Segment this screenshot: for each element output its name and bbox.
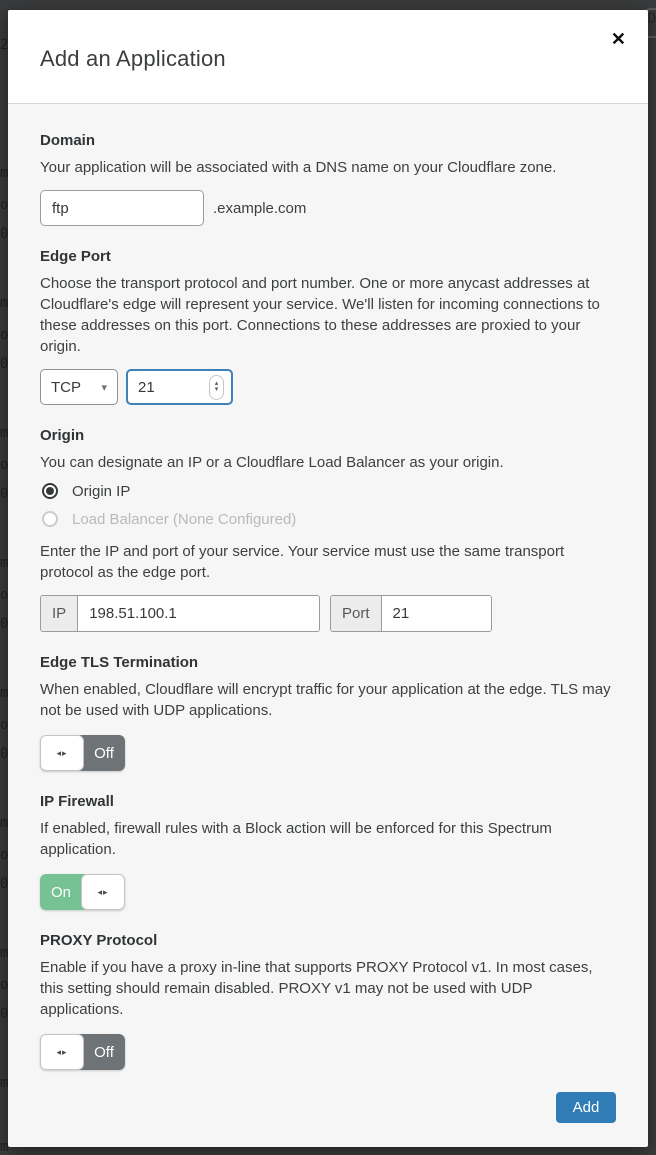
proxy-protocol-section — [40, 932, 616, 1070]
stepper-down-icon[interactable]: ▾ — [214, 386, 219, 393]
add-button[interactable]: Add — [556, 1092, 616, 1123]
background-text-fragment: o — [0, 327, 9, 343]
origin-ip-radio-label: Origin IP — [72, 482, 131, 500]
background-text-fragment: 2 — [0, 37, 9, 53]
edge-port-label: Edge Port — [40, 248, 111, 265]
protocol-select[interactable] — [40, 369, 118, 405]
background-text-fragment: m — [0, 685, 9, 701]
background-text-fragment: m — [0, 295, 9, 311]
background-text-fragment: o — [0, 457, 9, 473]
origin-ip-input[interactable] — [78, 596, 319, 631]
modal-body — [8, 104, 648, 1146]
edge-tls-toggle[interactable] — [40, 735, 125, 771]
toggle-handle[interactable] — [40, 735, 84, 771]
origin-description: You can designate an IP or a Cloudflare Load Balancer as your origin. — [40, 454, 504, 471]
domain-section — [40, 132, 616, 226]
background-text-fragment: m — [0, 425, 9, 441]
proxy-protocol-toggle[interactable] — [40, 1034, 125, 1070]
toggle-handle[interactable] — [81, 874, 125, 910]
background-text-fragment: 0 — [0, 1006, 9, 1022]
background-text-fragment: 0 — [0, 356, 9, 372]
background-text-fragment: m — [0, 1139, 9, 1155]
background-text-fragment: o — [0, 717, 9, 733]
toggle-arrows-icon: ◂▸ — [56, 747, 68, 758]
background-text-fragment: o — [0, 847, 9, 863]
background-text-fragment: m — [0, 945, 9, 961]
origin-ip-addon-label: IP — [41, 596, 78, 631]
proxy-protocol-toggle-state: Off — [79, 1034, 125, 1070]
add-application-modal — [8, 10, 648, 1147]
background-text-fragment: 0 — [0, 616, 9, 632]
modal-header — [8, 10, 648, 104]
origin-ip-radio[interactable] — [42, 483, 58, 499]
proxy-protocol-description: Enable if you have a proxy in-line that supports PROXY Protocol v1. In most cases, this setting should remain disabled. PROXY v1 may not be used with UDP applications. — [40, 959, 593, 1018]
edge-tls-toggle-state: Off — [79, 735, 125, 771]
edge-tls-section — [40, 654, 616, 771]
background-text-fragment: m — [0, 165, 9, 181]
edge-tls-label: Edge TLS Termination — [40, 654, 199, 671]
protocol-select-value: TCP — [51, 378, 81, 396]
background-text-fragment: 0 — [0, 746, 9, 762]
origin-port-addon-label: Port — [331, 596, 382, 631]
background-text-fragment: o — [0, 587, 9, 603]
origin-ip-group — [40, 595, 320, 632]
proxy-protocol-label: PROXY Protocol — [40, 932, 158, 949]
background-text-fragment: 0 — [0, 226, 9, 242]
ip-firewall-label: IP Firewall — [40, 793, 114, 810]
subdomain-input[interactable] — [40, 190, 204, 226]
stepper-up-icon[interactable]: ▴ — [214, 380, 219, 387]
edge-port-input-wrapper — [126, 369, 233, 405]
background-text-fragment: o — [0, 197, 9, 213]
edge-port-section — [40, 248, 616, 405]
load-balancer-radio-label: Load Balancer (None Configured) — [72, 510, 297, 528]
background-text-fragment: 0 — [0, 486, 9, 502]
origin-label: Origin — [40, 427, 85, 444]
domain-label: Domain — [40, 132, 96, 149]
background-text-fragment: m — [0, 555, 9, 571]
edge-port-input[interactable] — [138, 379, 198, 396]
toggle-arrows-icon: ◂▸ — [97, 886, 109, 897]
ip-firewall-description: If enabled, firewall rules with a Block action will be enforced for this Spectrum application. — [40, 820, 552, 858]
origin-ip-radio-row[interactable] — [40, 481, 616, 501]
ip-firewall-toggle[interactable] — [40, 874, 125, 910]
background-text-fragment: m — [0, 1075, 9, 1091]
background-text-fragment: o — [0, 977, 9, 993]
ip-firewall-toggle-state: On — [40, 874, 86, 910]
background-text-fragment: 0 — [0, 876, 9, 892]
modal-footer — [40, 1092, 616, 1123]
number-stepper-icon[interactable] — [209, 375, 224, 400]
ip-firewall-section — [40, 793, 616, 910]
domain-suffix: .example.com — [213, 199, 307, 217]
background-text-fragment: D — [647, 11, 656, 27]
load-balancer-radio — [42, 511, 58, 527]
background-text-fragment: m — [0, 815, 9, 831]
chevron-down-icon: ▾ — [101, 381, 107, 394]
close-icon[interactable]: ✕ — [610, 29, 626, 49]
toggle-handle[interactable] — [40, 1034, 84, 1070]
toggle-arrows-icon: ◂▸ — [56, 1046, 68, 1057]
load-balancer-radio-row — [40, 509, 616, 529]
edge-port-description: Choose the transport protocol and port number. One or more anycast addresses at Cloudflare's edge will represent your service. We'll listen for incoming connections to these addresses on this port. Connections to these addresses are proxied to your origin. — [40, 275, 600, 355]
domain-description: Your application will be associated with a DNS name on your Cloudflare zone. — [40, 159, 557, 176]
modal-title: Add an Application — [40, 46, 226, 71]
origin-port-group — [330, 595, 492, 632]
edge-tls-description: When enabled, Cloudflare will encrypt traffic for your application at the edge. TLS may not be used with UDP applications. — [40, 681, 611, 719]
origin-ip-description: Enter the IP and port of your service. Your service must use the same transport protocol as the edge port. — [40, 543, 565, 581]
origin-section — [40, 427, 616, 632]
origin-port-input[interactable] — [382, 596, 492, 631]
